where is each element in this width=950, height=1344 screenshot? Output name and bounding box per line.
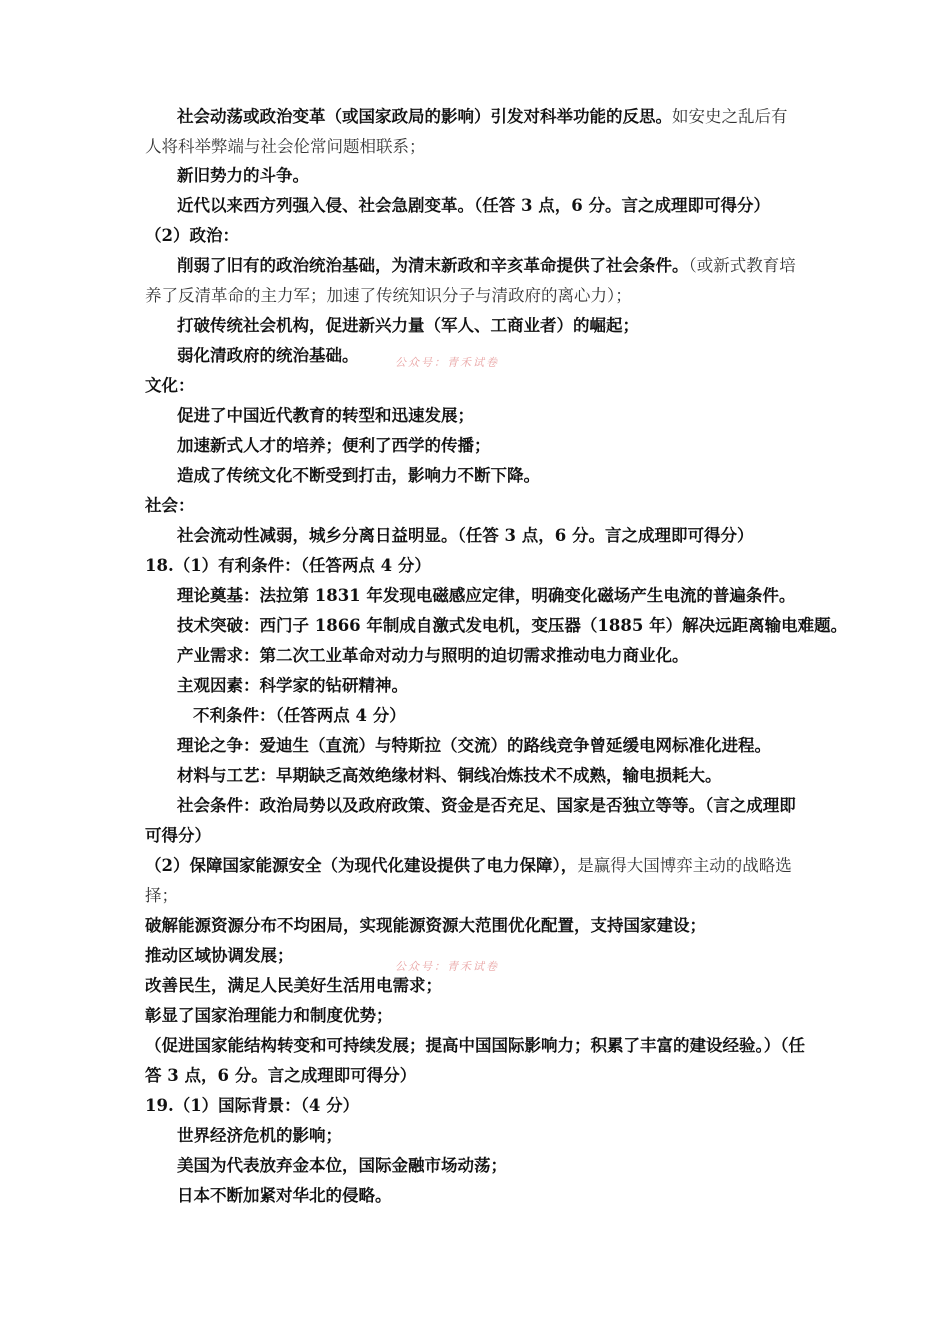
text-segment: 社会流动性减弱，城乡分离日益明显。（任答 3 点，6 分。言之成理即可得分） [177, 526, 754, 545]
text-segment: 日本不断加紧对华北的侵略。 [177, 1186, 392, 1205]
text-segment: （2）保障国家能源安全（为现代化建设提供了电力保障）， [145, 856, 578, 875]
watermark: 公众号：青禾试卷 [395, 960, 499, 973]
text-segment: 理论奠基：法拉第 1831 年发现电磁感应定律，明确变化磁场产生电流的普遍条件。 [177, 586, 796, 605]
text-segment: 破解能源资源分布不均困局，实现能源资源大范围优化配置，支持国家建设； [145, 916, 706, 935]
text-segment: 文化： [145, 376, 195, 395]
text-segment: 技术突破：西门子 1866 年制成自激式发电机，变压器（1885 年）解决远距离输电难题。 [177, 616, 848, 635]
text-segment: 促进了中国近代教育的转型和迅速发展； [177, 406, 474, 425]
text-segment: 打破传统社会机构，促进新兴力量（军人、工商业者）的崛起； [177, 316, 639, 335]
text-segment: 不利条件：（任答两点 4 分） [193, 706, 406, 725]
text-line [0, 102, 950, 132]
text-line [0, 311, 950, 341]
text-line [0, 251, 950, 281]
text-line [0, 701, 950, 731]
text-segment: 造成了传统文化不断受到打击，影响力不断下降。 [177, 466, 540, 485]
text-segment: 社会动荡或政治变革（或国家政局的影响）引发对科举功能的反思。 [177, 107, 672, 126]
text-segment: 材料与工艺：早期缺乏高效绝缘材料、铜线冶炼技术不成熟，输电损耗大。 [177, 766, 722, 785]
text-line [0, 1151, 950, 1181]
text-segment: 削弱了旧有的政治统治基础，为清末新政和辛亥革命提供了社会条件。 [177, 256, 689, 275]
text-segment: 理论之争：爱迪生（直流）与特斯拉（交流）的路线竞争曾延缓电网标准化进程。 [177, 736, 771, 755]
text-segment: 主观因素：科学家的钻研精神。 [177, 676, 408, 695]
text-line [0, 1001, 950, 1031]
text-line [0, 1181, 950, 1211]
text-segment: 世界经济危机的影响； [177, 1126, 342, 1145]
text-line [0, 491, 950, 521]
text-segment: 是赢得大国博弈主动的战略选 [577, 856, 792, 875]
text-segment: 美国为代表放弃金本位，国际金融市场动荡； [177, 1156, 507, 1175]
text-segment: 社会条件：政治局势以及政府政策、资金是否充足、国家是否独立等等。（言之成理即 [177, 796, 796, 815]
text-segment: 答 3 点，6 分。言之成理即可得分） [145, 1066, 417, 1085]
text-line [0, 401, 950, 431]
text-line [0, 761, 950, 791]
text-line [0, 1061, 950, 1091]
text-segment: 近代以来西方列强入侵、社会急剧变革。（任答 3 点，6 分。言之成理即可得分） [177, 196, 770, 215]
text-line [0, 191, 950, 221]
text-line [0, 821, 950, 851]
text-segment: 养了反清革命的主力军；加速了传统知识分子与清政府的离心力）； [145, 286, 632, 305]
text-line [0, 431, 950, 461]
text-line [0, 371, 950, 401]
text-segment: （2）政治： [145, 226, 239, 245]
text-line [0, 971, 950, 1001]
text-segment: 改善民生，满足人民美好生活用电需求； [145, 976, 442, 995]
text-segment: 产业需求：第二次工业革命对动力与照明的迫切需求推动电力商业化。 [177, 646, 689, 665]
text-segment: 人将科举弊端与社会伦常问题相联系； [145, 137, 426, 156]
text-segment: 新旧势力的斗争。 [177, 166, 309, 185]
text-line [0, 161, 950, 191]
text-line [0, 551, 950, 581]
text-line [0, 221, 950, 251]
text-line [0, 132, 950, 162]
text-segment: 社会： [145, 496, 195, 515]
text-line [0, 911, 950, 941]
text-segment: 加速新式人才的培养；便利了西学的传播； [177, 436, 491, 455]
text-line [0, 881, 950, 911]
text-line [0, 791, 950, 821]
text-segment: 18.（1）有利条件：（任答两点 4 分） [145, 556, 431, 575]
text-line [0, 731, 950, 761]
text-segment: （促进国家能结构转变和可持续发展；提高中国国际影响力；积累了丰富的建设经验。）（任 [145, 1036, 805, 1055]
text-segment: 弱化清政府的统治基础。 [177, 346, 359, 365]
text-segment: （或新式教育培 [688, 256, 796, 275]
text-line [0, 521, 950, 551]
text-line [0, 671, 950, 701]
text-line [0, 581, 950, 611]
text-line [0, 851, 950, 881]
text-segment: 彰显了国家治理能力和制度优势； [145, 1006, 393, 1025]
text-segment: 如安史之乱后有 [672, 107, 788, 126]
text-line [0, 1121, 950, 1151]
watermark: 公众号：青禾试卷 [395, 356, 499, 369]
text-line [0, 461, 950, 491]
text-line [0, 641, 950, 671]
text-line [0, 1091, 950, 1121]
text-line [0, 611, 950, 641]
text-line [0, 281, 950, 311]
text-segment: 19.（1）国际背景：（4 分） [145, 1096, 360, 1115]
text-segment: 可得分） [145, 826, 211, 845]
text-segment: 择； [145, 886, 178, 905]
text-segment: 推动区域协调发展； [145, 946, 294, 965]
text-line [0, 1031, 950, 1061]
